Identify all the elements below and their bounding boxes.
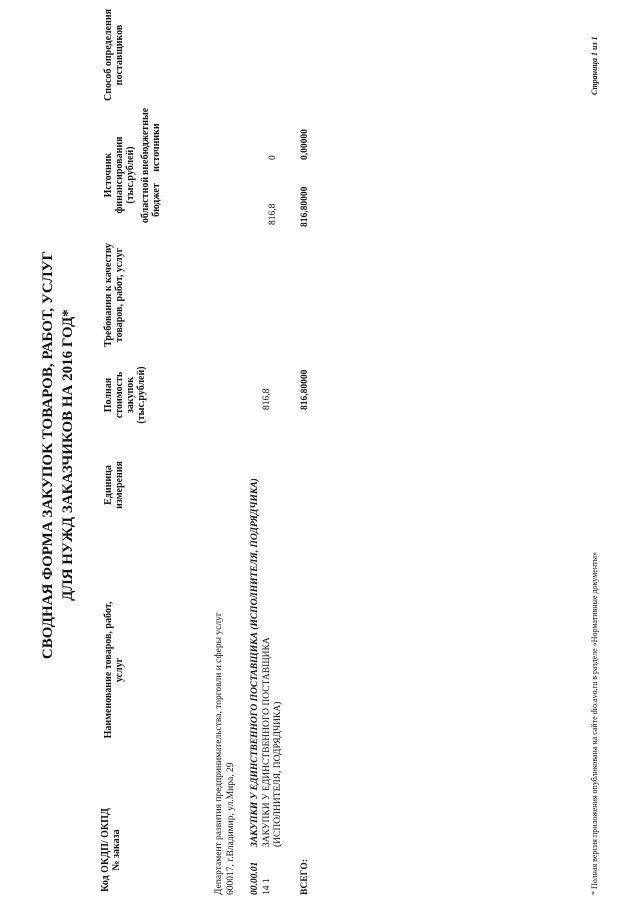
total-cost: 816,80000 [300,369,310,410]
header-requirements: Требования к качеству товаров, работ, услуг [103,243,125,347]
total-regional: 816,80000 [300,186,310,227]
row-code: 14 1 [262,878,272,895]
total-offbudget: 0,00000 [300,129,310,160]
header-funding-regional: областной бюджет [140,176,162,224]
row-regional: 816,8 [268,203,278,225]
row-total-cost: 816,8 [262,388,272,410]
group-code: 00.00.01 [250,861,260,895]
header-unit: Единица измерения [103,461,125,509]
header-code: Код ОКДП/ ОКПД № заказа [100,808,122,892]
page-number: Страница 1 из 1 [590,36,599,95]
footer-note: * Полная версия приложения опубликована на сайте dio.avo.ru в разделе «Нормативные документы» [590,552,599,895]
header-method: Способ определения поставщиков [103,8,125,102]
header-name: Наименование товаров, работ, услуг [103,601,125,739]
total-label: ВСЕГО: [300,859,310,895]
title-line-1: СВОДНАЯ ФОРМА ЗАКУПОК ТОВАРОВ, РАБОТ, УСЛУГ [40,250,56,660]
row-name-line-1: ЗАКУПКИ У ЕДИНСТВЕННОГО ПОСТАВЩИКА [262,637,272,847]
row-name-line-2: (ИСПОЛНИТЕЛЯ, ПОДРЯДЧИКА) [273,701,283,847]
header-total-cost: Полная стоимость закупок (тыс.рублей) [103,366,147,424]
row-offbudget: 0 [268,155,278,160]
customer-address: 600017, г.Владимир, ул.Мира, 29 [226,762,236,895]
header-funding-offbudget: внебюджетные источники [140,107,162,175]
customer-name: Департамент развития предпринимательства, торговли и сферы услуг [214,612,224,895]
group-title: ЗАКУПКИ У ЕДИНСТВЕННОГО ПОСТАВЩИКА (ИСПОЛНИТЕЛЯ, ПОДРЯДЧИКА) [250,478,260,847]
title-line-2: ДЛЯ НУЖД ЗАКАЗЧИКОВ НА 2016 ГОД* [60,309,76,601]
header-funding: Источник финансирования (тыс.рублей) [103,136,136,214]
